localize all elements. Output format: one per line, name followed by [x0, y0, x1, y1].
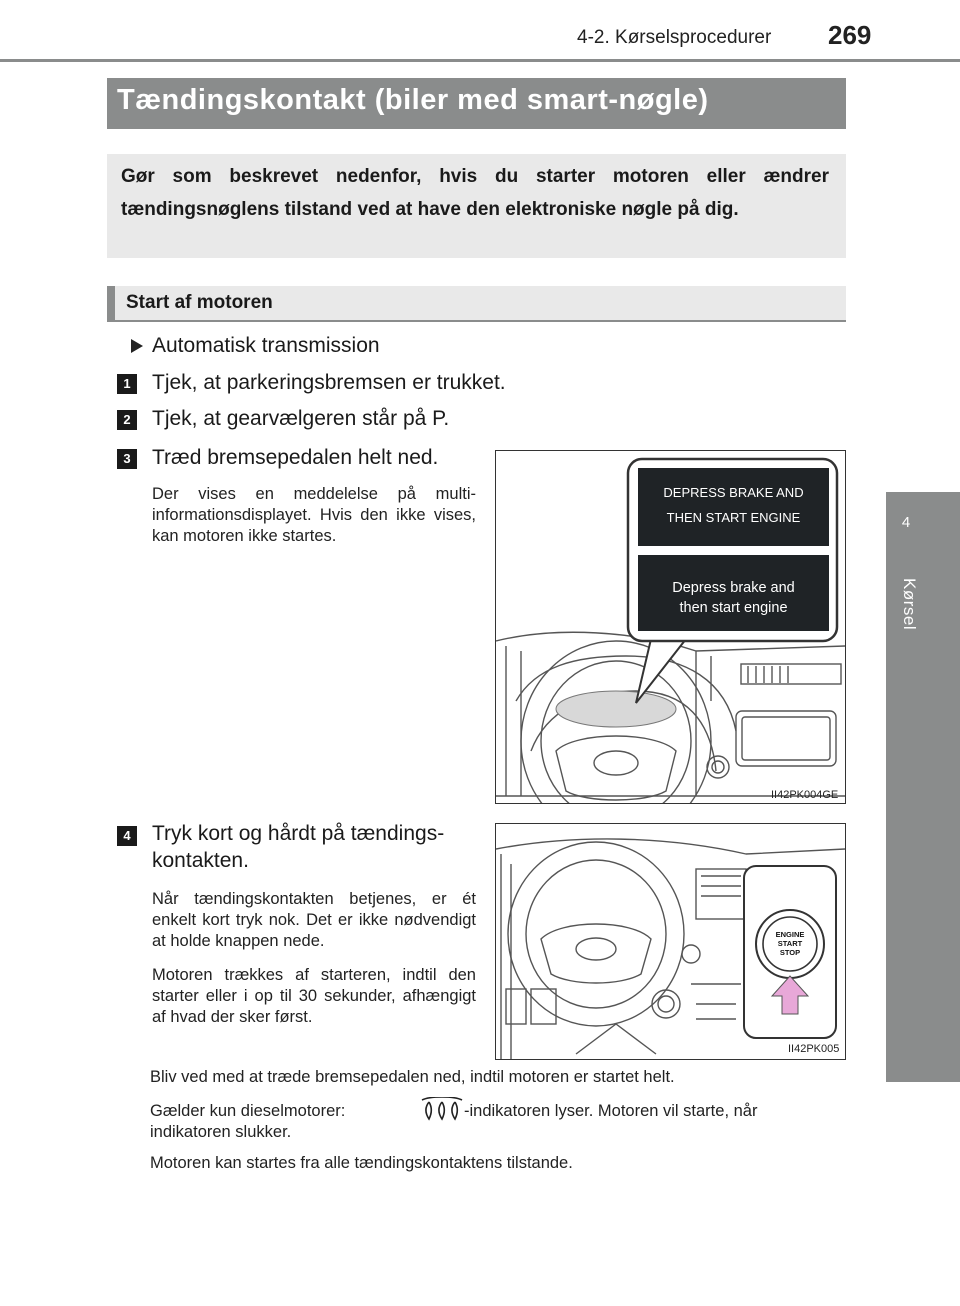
step-number: 4: [117, 826, 137, 846]
body-paragraph: Motoren kan startes fra alle tændingskontaktens tilstande.: [150, 1154, 573, 1172]
section-header: 4-2. Kørselsprocedurer: [577, 27, 772, 48]
display-caption-line1: Depress brake and: [672, 580, 795, 596]
chapter-number: 4: [901, 514, 911, 531]
step-number: 1: [117, 374, 137, 394]
figure-display-message: [495, 450, 846, 804]
subsection-title: Start af motoren: [126, 292, 273, 313]
display-message-line1: DEPRESS BRAKE AND: [663, 485, 804, 500]
step-number: 3: [117, 449, 137, 469]
step-text-line2: kontakten.: [152, 849, 249, 872]
subsection-accent: [107, 286, 115, 322]
button-label-line3: STOP: [779, 948, 801, 957]
triangle-right-icon: [130, 338, 144, 359]
display-message-line2: THEN START ENGINE: [666, 510, 801, 525]
button-label-line1: ENGINE: [775, 930, 805, 939]
body-paragraph-part: indikatoren slukker.: [150, 1123, 292, 1141]
chapter-label: Kørsel: [900, 578, 919, 631]
chapter-tab: [886, 492, 960, 1082]
display-caption-line2: then start engine: [679, 600, 788, 616]
body-paragraph-part: Gælder kun dieselmotorer:: [150, 1102, 346, 1120]
step-note: Der vises en meddelelse på multi-informationsdisplayet. Hvis den ikke vises, kan motoren ikke startes.: [152, 485, 476, 545]
figure-start-button: [495, 823, 846, 1060]
step-note: Når tændingskontakten betjenes, er ét enkelt kort tryk nok. Det er ikke nødvendigt at holde knappen nede.: [152, 890, 476, 950]
transmission-heading: Automatisk transmission: [152, 334, 380, 357]
figure-code: II42PK005: [788, 1043, 840, 1055]
step-text-line1: Tryk kort og hårdt på tændings-: [152, 822, 445, 845]
figure-code: II42PK004GE: [771, 789, 839, 801]
step-text: Tjek, at parkeringsbremsen er trukket.: [152, 371, 506, 394]
step-text: Træd bremsepedalen helt ned.: [152, 446, 439, 469]
step-note: Motoren trækkes af starteren, indtil den starter eller i op til 30 sekunder, afhængigt af hvad der sker først.: [152, 966, 476, 1026]
body-paragraph: Bliv ved med at træde bremsepedalen ned, indtil motoren er startet helt.: [150, 1068, 675, 1086]
start-button-label: [766, 930, 814, 957]
intro-text: Gør som beskrevet nedenfor, hvis du starter motoren eller ændrer tændingsnøglens tilstand ved at have den elektroniske nøgle på dig.: [121, 166, 829, 220]
header-rule: [0, 59, 960, 62]
button-label-line2: START: [777, 939, 803, 948]
glow-plug-indicator-icon: [420, 1097, 464, 1126]
page-title: Tændingskontakt (biler med smart-nøgle): [117, 84, 709, 116]
step-text: Tjek, at gearvælgeren står på P.: [152, 407, 450, 430]
body-paragraph-part: -indikatoren lyser. Motoren vil starte, når: [464, 1102, 758, 1120]
page-number: 269: [828, 20, 872, 50]
step-number: 2: [117, 410, 137, 430]
